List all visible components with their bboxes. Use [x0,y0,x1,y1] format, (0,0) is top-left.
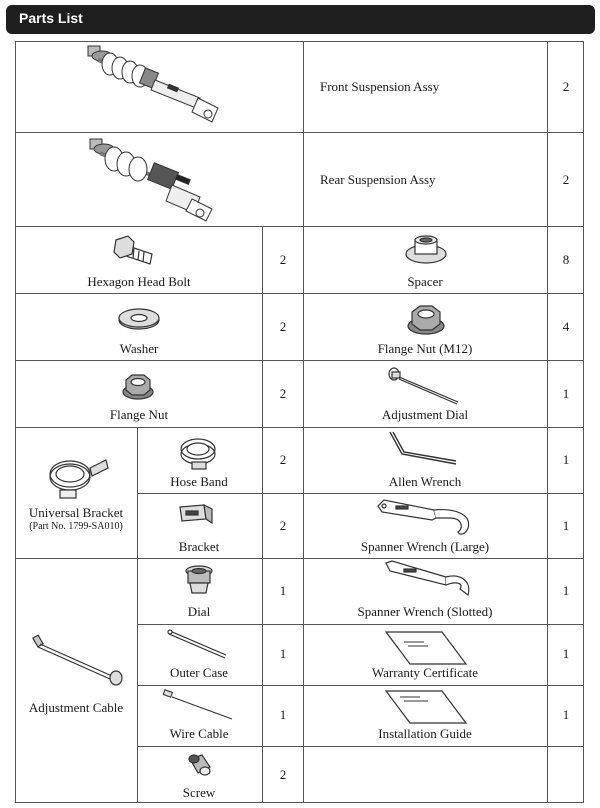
front-suspension-illustration [80,42,230,132]
washer-label: Washer [119,341,159,356]
front-suspension-label: Front Suspension Assy [320,79,440,94]
washer-qty: 2 [279,319,287,334]
spacer-illustration [403,234,449,266]
adjustment-dial-qty: 1 [562,386,570,401]
hose-band-illustration [178,435,224,471]
row-divider [137,746,584,747]
row-divider [15,226,584,227]
adjustment-cable-illustration [32,634,126,688]
adjustment-cable-label: Adjustment Cable [28,700,124,715]
allen-wrench-label: Allen Wrench [388,474,462,489]
washer-illustration [117,306,161,332]
spanner-slotted-illustration [376,559,472,603]
adjustment-dial-illustration [386,366,466,406]
allen-wrench-illustration [386,430,466,470]
warranty-illustration [384,630,468,666]
universal-bracket-illustration [46,452,112,502]
hexagon-bolt-illustration [112,234,162,268]
row-divider [137,685,584,686]
row-divider [137,493,584,494]
spanner-slotted-label: Spanner Wrench (Slotted) [357,604,493,619]
spacer-label: Spacer [407,274,443,289]
spacer-qty: 8 [562,252,570,267]
front-suspension-qty: 2 [562,79,570,94]
universal-bracket-label: Universal Bracket [28,505,124,520]
spanner-large-label: Spanner Wrench (Large) [360,539,490,554]
flange-nut-m12-illustration [406,302,446,336]
bracket-illustration [178,503,214,527]
col-divider [547,41,548,803]
hexagon-bolt-qty: 2 [279,252,287,267]
row-divider [15,558,584,559]
flange-nut-qty: 2 [279,386,287,401]
col-divider [303,41,304,803]
page-title: Parts List [19,10,83,26]
row-divider [15,293,584,294]
flange-nut-illustration [121,371,155,401]
row-divider [137,624,584,625]
col-divider [137,427,138,803]
installation-guide-label: Installation Guide [378,726,472,741]
hexagon-bolt-label: Hexagon Head Bolt [87,274,191,289]
outer-case-illustration [166,627,232,661]
screw-label: Screw [182,785,216,800]
outer-case-label: Outer Case [169,665,229,680]
flange-nut-m12-qty: 4 [562,319,570,334]
screw-qty: 2 [279,767,287,782]
parts-list-header [6,5,595,34]
screw-illustration [186,753,214,779]
warranty-qty: 1 [562,646,570,661]
rear-suspension-illustration [80,133,230,225]
spanner-slotted-qty: 1 [562,583,570,598]
flange-nut-label: Flange Nut [109,407,169,422]
spanner-large-qty: 1 [562,518,570,533]
universal-bracket-part-no: (Part No. 1799-SA010) [29,521,123,532]
bracket-label: Bracket [178,539,220,554]
dial-qty: 1 [279,583,287,598]
adjustment-dial-label: Adjustment Dial [381,407,469,422]
dial-illustration [182,563,216,599]
wire-cable-illustration [162,689,236,723]
wire-cable-label: Wire Cable [169,726,229,741]
installation-guide-qty: 1 [562,707,570,722]
col-divider [262,226,263,803]
hose-band-label: Hose Band [170,474,228,489]
dial-label: Dial [187,604,211,619]
wire-cable-qty: 1 [279,707,287,722]
flange-nut-m12-label: Flange Nut (M12) [377,341,473,356]
row-divider [15,360,584,361]
installation-guide-illustration [384,689,468,725]
spanner-large-illustration [374,498,474,538]
warranty-label: Warranty Certificate [371,665,479,680]
bracket-qty: 2 [279,518,287,533]
rear-suspension-qty: 2 [562,172,570,187]
rear-suspension-label: Rear Suspension Assy [320,172,436,187]
row-divider [15,427,584,428]
outer-case-qty: 1 [279,646,287,661]
allen-wrench-qty: 1 [562,452,570,467]
hose-band-qty: 2 [279,452,287,467]
